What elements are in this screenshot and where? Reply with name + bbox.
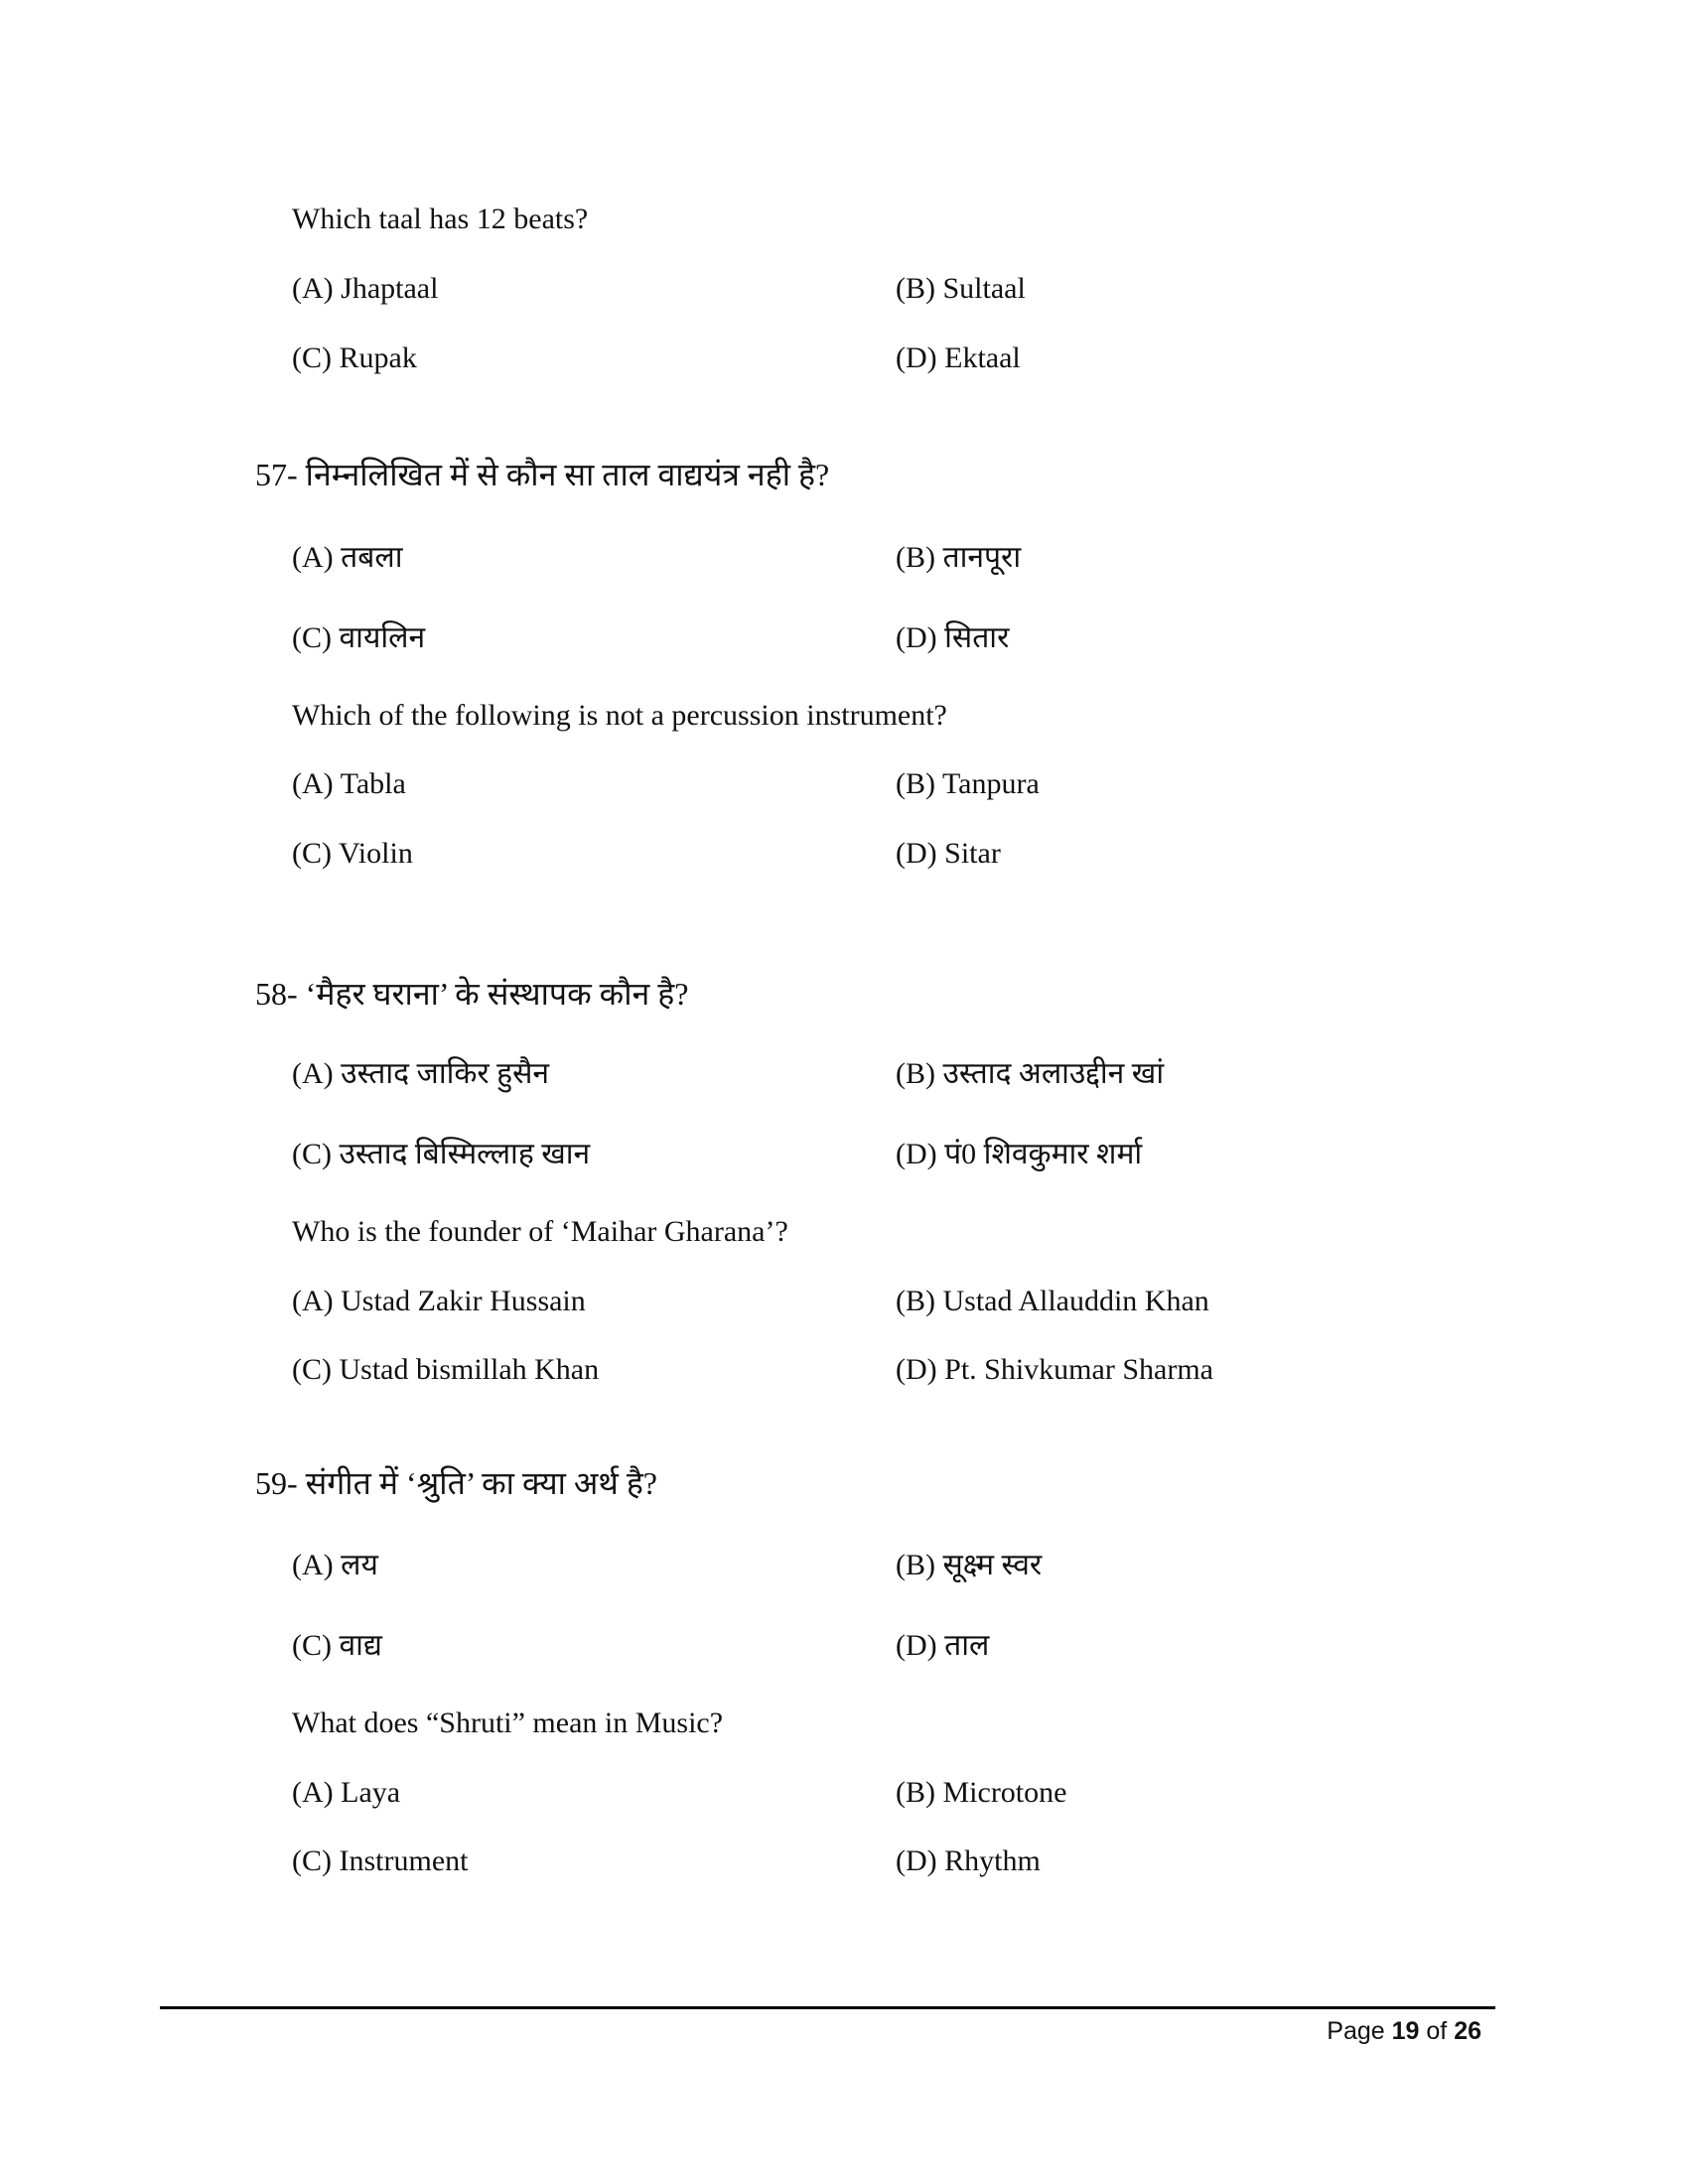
option-d-english: (D) Pt. Shivkumar Sharma — [896, 1353, 1213, 1386]
option-b-english: (B) Tanpura — [896, 767, 1040, 800]
option-b-english: (B) Ustad Allauddin Khan — [896, 1285, 1209, 1317]
option-c-english: (C) Instrument — [292, 1844, 469, 1877]
option-b-hindi: (B) उस्ताद अलाउद्दीन खां — [896, 1057, 1165, 1090]
option-d-english: (D) Sitar — [896, 837, 1001, 870]
option-c-hindi: (C) वाद्य — [292, 1629, 382, 1662]
option-c-english: (C) Violin — [292, 837, 413, 870]
page-prefix: Page — [1327, 2017, 1392, 2045]
current-page: 19 — [1391, 2017, 1420, 2045]
option-c: (C) Rupak — [292, 341, 417, 374]
question-text-english: Which of the following is not a percussion instrument? — [292, 699, 947, 732]
page-number — [1327, 2017, 1481, 2046]
option-a-english: (A) Laya — [292, 1776, 401, 1809]
question-text-english: Who is the founder of ‘Maihar Gharana’? — [292, 1215, 788, 1248]
option-a: (A) Jhaptaal — [292, 272, 439, 305]
option-d: (D) Ektaal — [896, 341, 1021, 374]
question-text-hindi: 57- निम्नलिखित में से कौन सा ताल वाद्ययंत्र नही है? — [255, 457, 830, 492]
option-a-hindi: (A) उस्ताद जाकिर हुसैन — [292, 1057, 550, 1090]
option-a-hindi: (A) लय — [292, 1549, 378, 1581]
question-text-hindi: 59- संगीत में ‘श्रुति’ का क्या अर्थ है? — [255, 1465, 658, 1501]
option-b-hindi: (B) तानपूरा — [896, 541, 1022, 574]
question-text-english: What does “Shruti” mean in Music? — [292, 1706, 724, 1739]
option-d-hindi: (D) ताल — [896, 1629, 990, 1662]
option-c-hindi: (C) वायलिन — [292, 621, 426, 654]
option-d-english: (D) Rhythm — [896, 1844, 1041, 1877]
option-b-english: (B) Microtone — [896, 1776, 1067, 1809]
option-c-english: (C) Ustad bismillah Khan — [292, 1353, 600, 1386]
option-b-hindi: (B) सूक्ष्म स्वर — [896, 1549, 1043, 1581]
option-b: (B) Sultaal — [896, 272, 1026, 305]
question-text-hindi: 58- ‘मैहर घराना’ के संस्थापक कौन है? — [255, 976, 689, 1012]
option-c-hindi: (C) उस्ताद बिस्मिल्लाह खान — [292, 1138, 591, 1170]
option-a-english: (A) Ustad Zakir Hussain — [292, 1285, 586, 1317]
footer-divider — [160, 2006, 1495, 2009]
question-text: Which taal has 12 beats? — [292, 203, 589, 235]
total-pages: 26 — [1454, 2017, 1481, 2045]
of-label: of — [1419, 2017, 1455, 2045]
option-d-hindi: (D) सितार — [896, 621, 1010, 654]
option-d-hindi: (D) पं0 शिवकुमार शर्मा — [896, 1138, 1143, 1170]
option-a-hindi: (A) तबला — [292, 541, 403, 574]
option-a-english: (A) Tabla — [292, 767, 406, 800]
